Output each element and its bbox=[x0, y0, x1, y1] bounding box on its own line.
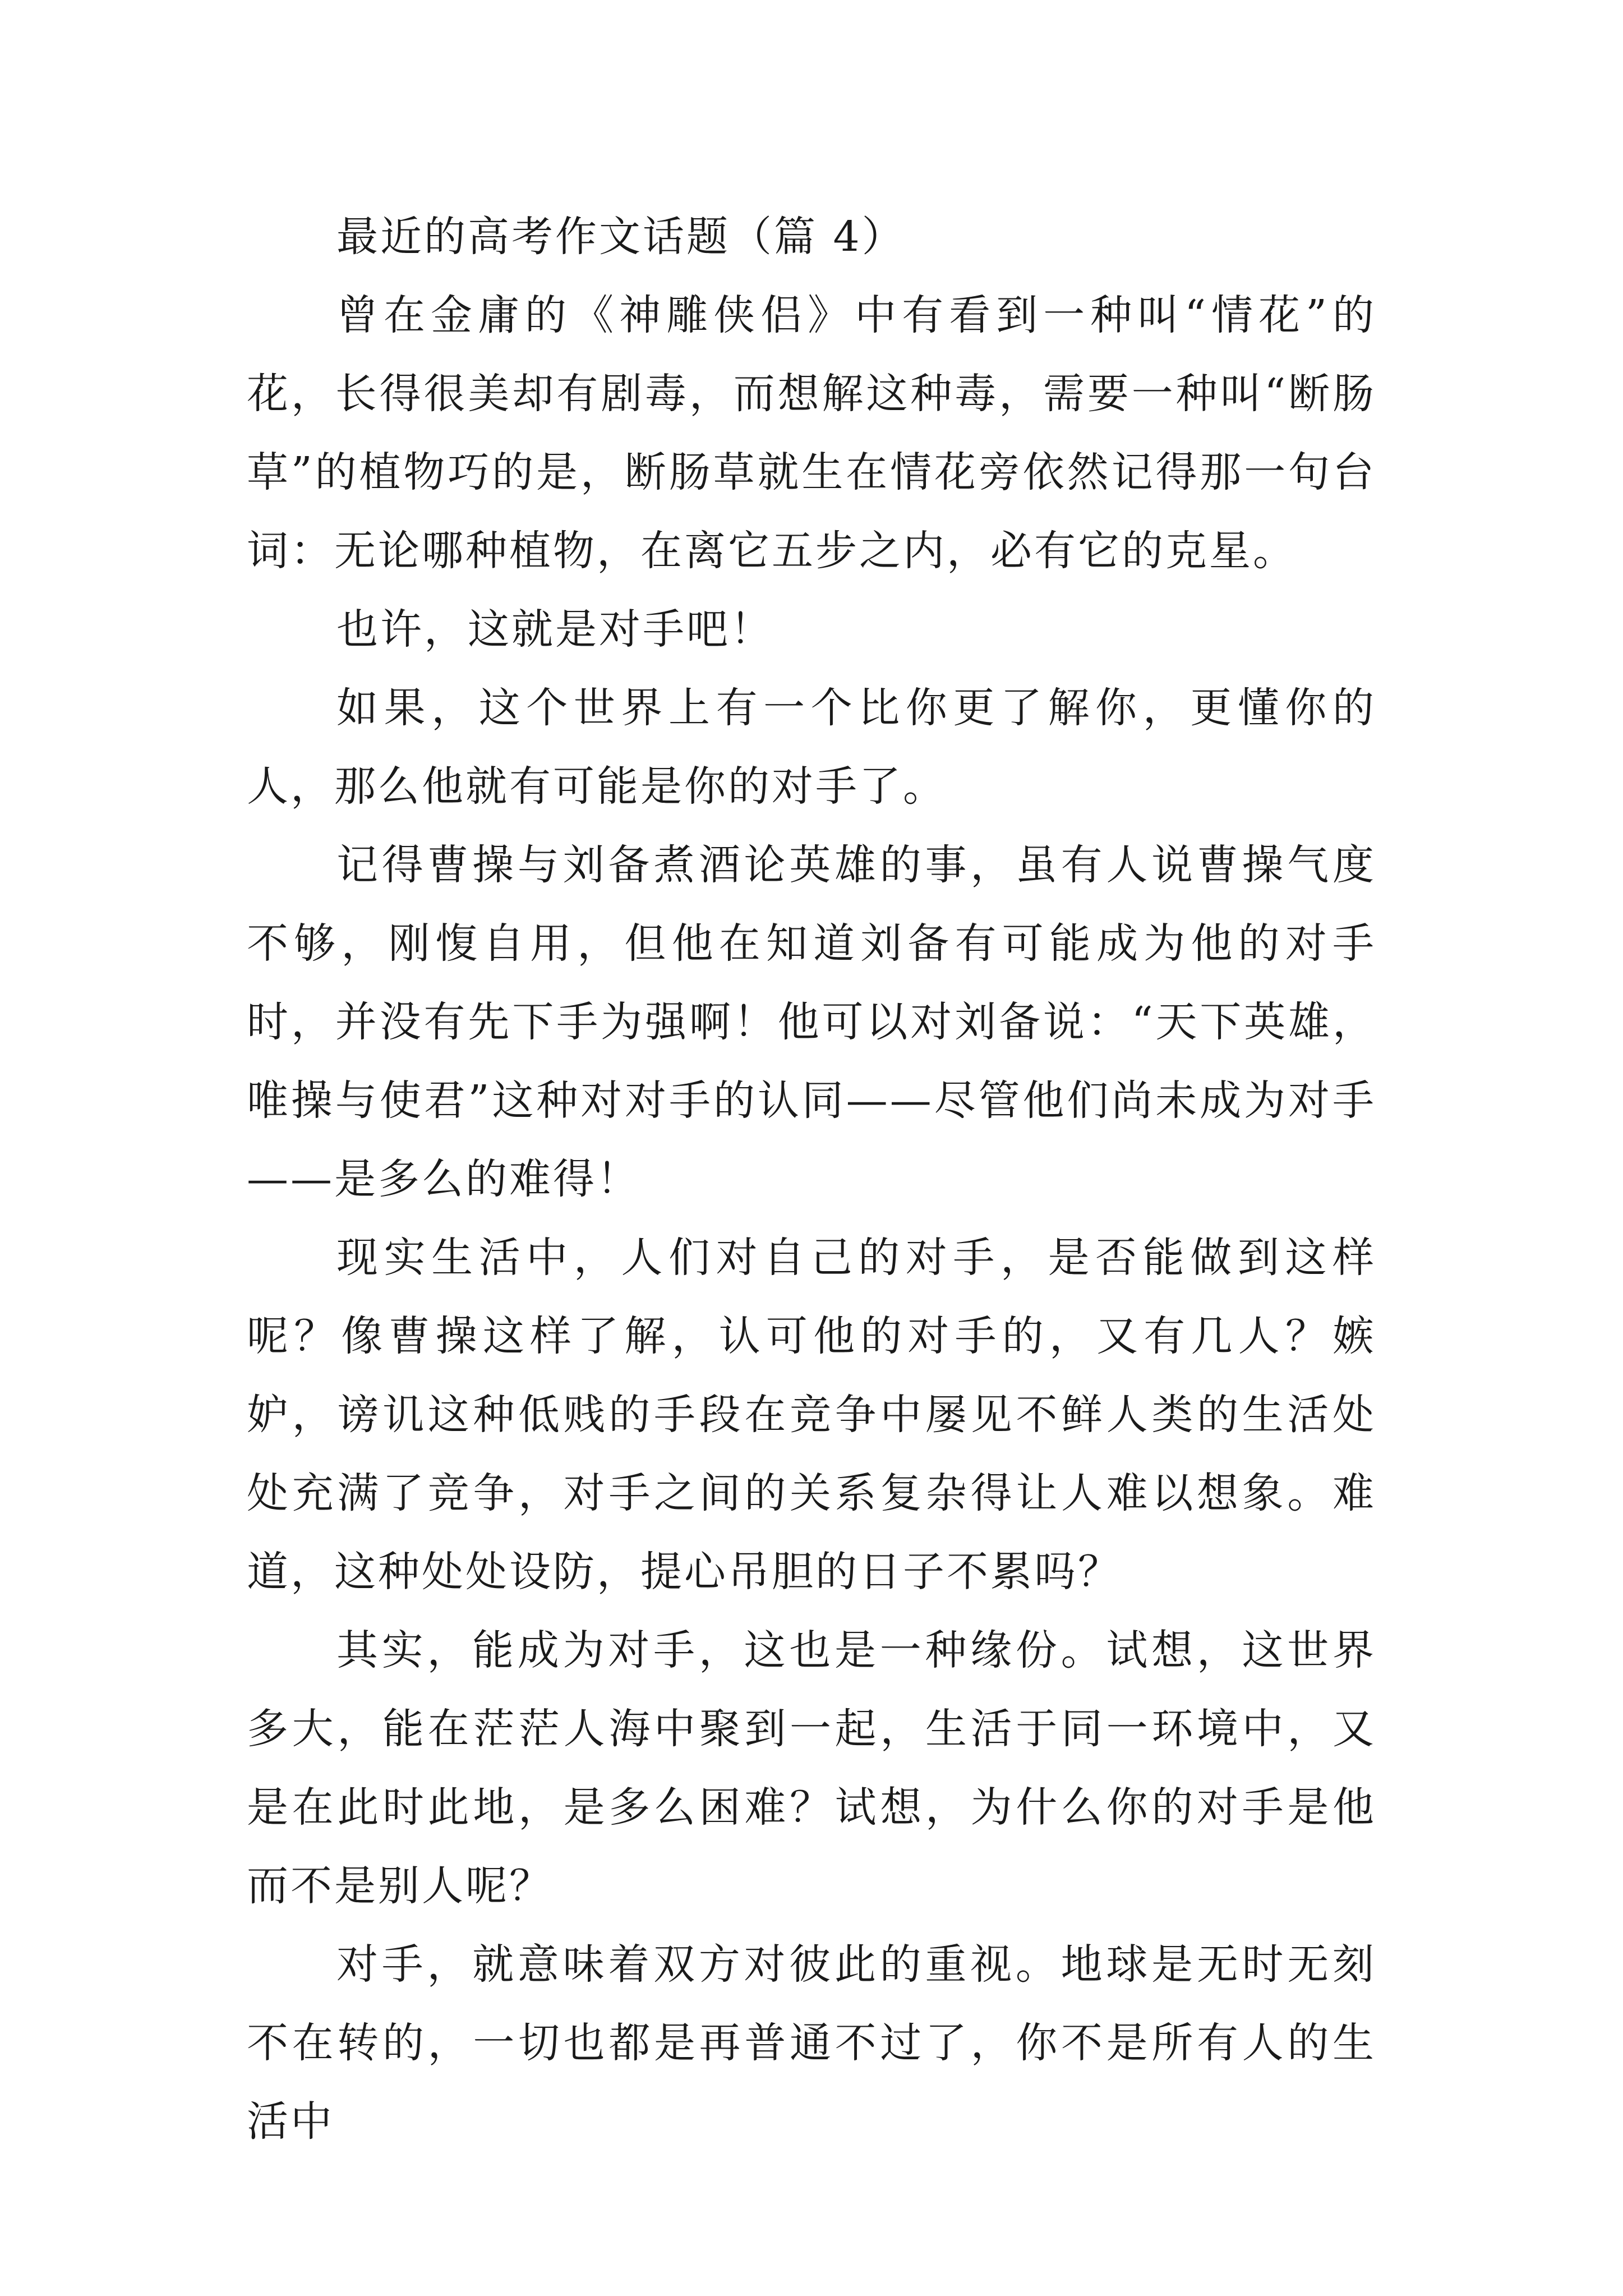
paragraph-6: 其实，能成为对手，这也是一种缘份。试想，这世界多大，能在茫茫人海中聚到一起，生活于同一环境中，又是在此时此地，是多么困难？试想，为什么你的对手是他而不是别人呢？ bbox=[247, 1626, 1376, 1910]
paragraph-4: 记得曹操与刘备煮酒论英雄的事，虽有人说曹操气度不够，刚愎自用，但他在知道刘备有可能成为他的对手时，并没有先下手为强啊！他可以对刘备说：“天下英雄，唯操与使君”这种对对手的认同——尽管他们尚未成为对手——是多么的难得！ bbox=[247, 841, 1376, 1203]
article-body bbox=[247, 197, 1376, 2161]
paragraph-7: 对手，就意味着双方对彼此的重视。地球是无时无刻不在转的，一切也都是再普通不过了，你不是所有人的生活中 bbox=[247, 1940, 1376, 2146]
paragraph-3: 如果，这个世界上有一个比你更了解你，更懂你的人，那么他就有可能是你的对手了。 bbox=[247, 684, 1376, 811]
paragraph-5: 现实生活中，人们对自己的对手，是否能做到这样呢？像曹操这样了解，认可他的对手的，又有几人？嫉妒，谤讥这种低贱的手段在竞争中屡见不鲜人类的生活处处充满了竞争，对手之间的关系复杂得让人难以想象。难道，这种处处设防，提心吊胆的日子不累吗？ bbox=[247, 1234, 1376, 1596]
paragraph-1: 曾在金庸的《神雕侠侣》中有看到一种叫“情花”的花，长得很美却有剧毒，而想解这种毒，需要一种叫“断肠草”的植物巧的是，断肠草就生在情花旁依然记得那一句台词：无论哪种植物，在离它五步之内，必有它的克星。 bbox=[247, 291, 1376, 575]
paragraph-2: 也许，这就是对手吧！ bbox=[336, 605, 774, 654]
article-title: 最近的高考作文话题（篇 4） bbox=[336, 213, 906, 261]
